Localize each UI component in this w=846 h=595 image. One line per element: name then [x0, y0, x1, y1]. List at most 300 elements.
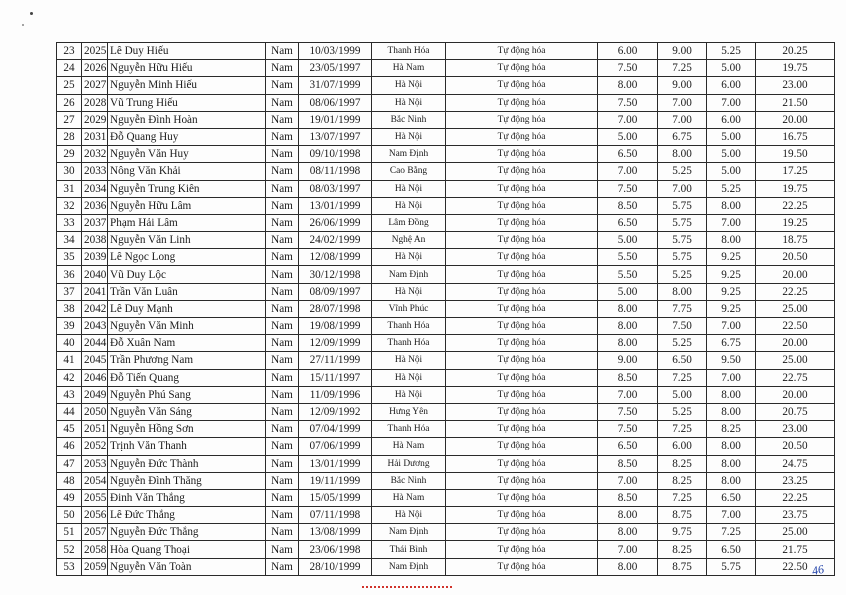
province-cell: Cao Bằng [372, 163, 446, 180]
student-id-cell: 2039 [82, 249, 108, 266]
total-score-cell: 20.50 [756, 438, 835, 455]
gender-cell: Nam [266, 455, 299, 472]
total-score-cell: 21.75 [756, 541, 835, 558]
student-name-cell: Trịnh Văn Thanh [108, 438, 266, 455]
total-score-cell: 18.75 [756, 232, 835, 249]
score-2-cell: 7.25 [658, 489, 707, 506]
score-2-cell: 8.75 [658, 558, 707, 575]
gender-cell: Nam [266, 558, 299, 575]
date-of-birth-cell: 07/06/1999 [299, 438, 372, 455]
score-1-cell: 8.00 [598, 335, 658, 352]
row-number-cell: 41 [57, 352, 82, 369]
scan-speck [22, 24, 24, 26]
table-row [57, 146, 835, 163]
table-row [57, 249, 835, 266]
date-of-birth-cell: 09/10/1998 [299, 146, 372, 163]
row-number-cell: 34 [57, 232, 82, 249]
date-of-birth-cell: 26/06/1999 [299, 214, 372, 231]
table-row [57, 128, 835, 145]
student-id-cell: 2052 [82, 438, 108, 455]
score-2-cell: 5.25 [658, 163, 707, 180]
table-row [57, 214, 835, 231]
score-1-cell: 8.50 [598, 369, 658, 386]
score-2-cell: 9.00 [658, 43, 707, 60]
student-name-cell: Nguyễn Văn Linh [108, 232, 266, 249]
table-row [57, 111, 835, 128]
score-3-cell: 5.00 [707, 146, 756, 163]
score-3-cell: 8.00 [707, 386, 756, 403]
gender-cell: Nam [266, 180, 299, 197]
major-cell: Tự động hóa [446, 163, 598, 180]
student-id-cell: 2028 [82, 94, 108, 111]
score-1-cell: 6.50 [598, 438, 658, 455]
score-3-cell: 8.00 [707, 232, 756, 249]
province-cell: Lâm Đồng [372, 214, 446, 231]
table-row [57, 455, 835, 472]
province-cell: Thanh Hóa [372, 421, 446, 438]
student-id-cell: 2041 [82, 283, 108, 300]
score-3-cell: 6.50 [707, 489, 756, 506]
gender-cell: Nam [266, 43, 299, 60]
table-row [57, 180, 835, 197]
total-score-cell: 22.25 [756, 283, 835, 300]
province-cell: Nam Định [372, 558, 446, 575]
total-score-cell: 22.50 [756, 558, 835, 575]
student-name-cell: Trần Phương Nam [108, 352, 266, 369]
date-of-birth-cell: 12/09/1999 [299, 335, 372, 352]
table-row [57, 43, 835, 60]
student-id-cell: 2043 [82, 318, 108, 335]
table-row [57, 369, 835, 386]
score-3-cell: 7.00 [707, 507, 756, 524]
province-cell: Hải Dương [372, 455, 446, 472]
score-2-cell: 7.25 [658, 421, 707, 438]
score-1-cell: 6.50 [598, 146, 658, 163]
major-cell: Tự động hóa [446, 558, 598, 575]
score-3-cell: 8.00 [707, 455, 756, 472]
row-number-cell: 27 [57, 111, 82, 128]
score-1-cell: 7.50 [598, 403, 658, 420]
score-3-cell: 7.00 [707, 318, 756, 335]
score-3-cell: 8.25 [707, 421, 756, 438]
date-of-birth-cell: 24/02/1999 [299, 232, 372, 249]
total-score-cell: 16.75 [756, 128, 835, 145]
table-row [57, 197, 835, 214]
gender-cell: Nam [266, 300, 299, 317]
gender-cell: Nam [266, 421, 299, 438]
score-3-cell: 7.25 [707, 524, 756, 541]
score-3-cell: 7.00 [707, 369, 756, 386]
total-score-cell: 23.75 [756, 507, 835, 524]
score-1-cell: 7.50 [598, 180, 658, 197]
gender-cell: Nam [266, 163, 299, 180]
province-cell: Vĩnh Phúc [372, 300, 446, 317]
student-name-cell: Nguyễn Trung Kiên [108, 180, 266, 197]
scan-speck [30, 12, 33, 15]
student-id-cell: 2055 [82, 489, 108, 506]
row-number-cell: 36 [57, 266, 82, 283]
date-of-birth-cell: 19/08/1999 [299, 318, 372, 335]
table-body [57, 43, 835, 576]
student-id-cell: 2029 [82, 111, 108, 128]
table-row [57, 472, 835, 489]
gender-cell: Nam [266, 386, 299, 403]
total-score-cell: 23.00 [756, 77, 835, 94]
score-1-cell: 5.00 [598, 232, 658, 249]
score-3-cell: 6.00 [707, 111, 756, 128]
major-cell: Tự động hóa [446, 455, 598, 472]
province-cell: Hà Nam [372, 489, 446, 506]
table-row [57, 438, 835, 455]
student-id-cell: 2038 [82, 232, 108, 249]
major-cell: Tự động hóa [446, 146, 598, 163]
score-2-cell: 5.75 [658, 232, 707, 249]
total-score-cell: 22.25 [756, 489, 835, 506]
row-number-cell: 48 [57, 472, 82, 489]
gender-cell: Nam [266, 352, 299, 369]
major-cell: Tự động hóa [446, 214, 598, 231]
row-number-cell: 49 [57, 489, 82, 506]
score-1-cell: 8.00 [598, 318, 658, 335]
major-cell: Tự động hóa [446, 541, 598, 558]
student-id-cell: 2059 [82, 558, 108, 575]
row-number-cell: 24 [57, 60, 82, 77]
province-cell: Hà Nội [372, 94, 446, 111]
row-number-cell: 23 [57, 43, 82, 60]
date-of-birth-cell: 12/09/1992 [299, 403, 372, 420]
gender-cell: Nam [266, 507, 299, 524]
student-name-cell: Phạm Hải Lâm [108, 214, 266, 231]
student-id-cell: 2049 [82, 386, 108, 403]
student-id-cell: 2037 [82, 214, 108, 231]
student-name-cell: Lê Ngọc Long [108, 249, 266, 266]
gender-cell: Nam [266, 128, 299, 145]
date-of-birth-cell: 23/06/1998 [299, 541, 372, 558]
table-row [57, 558, 835, 575]
student-id-cell: 2050 [82, 403, 108, 420]
major-cell: Tự động hóa [446, 318, 598, 335]
score-3-cell: 7.00 [707, 214, 756, 231]
score-1-cell: 7.50 [598, 94, 658, 111]
province-cell: Nam Định [372, 266, 446, 283]
major-cell: Tự động hóa [446, 180, 598, 197]
student-name-cell: Đinh Văn Thắng [108, 489, 266, 506]
gender-cell: Nam [266, 232, 299, 249]
major-cell: Tự động hóa [446, 335, 598, 352]
row-number-cell: 52 [57, 541, 82, 558]
student-id-cell: 2044 [82, 335, 108, 352]
table-row [57, 507, 835, 524]
table-row [57, 489, 835, 506]
date-of-birth-cell: 28/10/1999 [299, 558, 372, 575]
province-cell: Bắc Ninh [372, 111, 446, 128]
table-row [57, 318, 835, 335]
date-of-birth-cell: 10/03/1999 [299, 43, 372, 60]
row-number-cell: 25 [57, 77, 82, 94]
student-name-cell: Vũ Trung Hiếu [108, 94, 266, 111]
score-1-cell: 7.50 [598, 60, 658, 77]
score-3-cell: 5.25 [707, 43, 756, 60]
province-cell: Hà Nội [372, 77, 446, 94]
score-1-cell: 7.00 [598, 163, 658, 180]
score-3-cell: 9.25 [707, 266, 756, 283]
gender-cell: Nam [266, 403, 299, 420]
score-1-cell: 8.50 [598, 489, 658, 506]
gender-cell: Nam [266, 283, 299, 300]
row-number-cell: 43 [57, 386, 82, 403]
province-cell: Nam Định [372, 146, 446, 163]
province-cell: Thái Bình [372, 541, 446, 558]
score-1-cell: 7.00 [598, 541, 658, 558]
major-cell: Tự động hóa [446, 94, 598, 111]
total-score-cell: 20.00 [756, 266, 835, 283]
major-cell: Tự động hóa [446, 249, 598, 266]
gender-cell: Nam [266, 266, 299, 283]
province-cell: Hà Nội [372, 249, 446, 266]
gender-cell: Nam [266, 249, 299, 266]
table-row [57, 352, 835, 369]
total-score-cell: 20.75 [756, 403, 835, 420]
score-3-cell: 9.25 [707, 283, 756, 300]
student-id-cell: 2056 [82, 507, 108, 524]
table-row [57, 541, 835, 558]
student-name-cell: Đỗ Tiến Quang [108, 369, 266, 386]
total-score-cell: 20.00 [756, 335, 835, 352]
province-cell: Hà Nam [372, 60, 446, 77]
major-cell: Tự động hóa [446, 421, 598, 438]
total-score-cell: 25.00 [756, 524, 835, 541]
date-of-birth-cell: 13/01/1999 [299, 197, 372, 214]
score-3-cell: 5.00 [707, 60, 756, 77]
table-row [57, 300, 835, 317]
student-name-cell: Đỗ Xuân Nam [108, 335, 266, 352]
total-score-cell: 19.75 [756, 60, 835, 77]
table-row [57, 60, 835, 77]
student-name-cell: Nguyễn Hữu Lâm [108, 197, 266, 214]
student-name-cell: Nguyễn Văn Toàn [108, 558, 266, 575]
province-cell: Hưng Yên [372, 403, 446, 420]
student-id-cell: 2051 [82, 421, 108, 438]
student-name-cell: Nguyễn Đức Thành [108, 455, 266, 472]
total-score-cell: 22.75 [756, 369, 835, 386]
date-of-birth-cell: 30/12/1998 [299, 266, 372, 283]
province-cell: Bắc Ninh [372, 472, 446, 489]
table-row [57, 283, 835, 300]
table-row [57, 232, 835, 249]
row-number-cell: 44 [57, 403, 82, 420]
major-cell: Tự động hóa [446, 60, 598, 77]
table-row [57, 421, 835, 438]
score-2-cell: 5.25 [658, 403, 707, 420]
major-cell: Tự động hóa [446, 77, 598, 94]
score-2-cell: 5.00 [658, 386, 707, 403]
date-of-birth-cell: 08/03/1997 [299, 180, 372, 197]
total-score-cell: 25.00 [756, 300, 835, 317]
province-cell: Hà Nội [372, 507, 446, 524]
province-cell: Hà Nội [372, 369, 446, 386]
student-id-cell: 2040 [82, 266, 108, 283]
total-score-cell: 25.00 [756, 352, 835, 369]
major-cell: Tự động hóa [446, 111, 598, 128]
student-name-cell: Trần Văn Luân [108, 283, 266, 300]
student-id-cell: 2032 [82, 146, 108, 163]
score-2-cell: 6.50 [658, 352, 707, 369]
row-number-cell: 29 [57, 146, 82, 163]
gender-cell: Nam [266, 472, 299, 489]
score-2-cell: 7.00 [658, 94, 707, 111]
score-2-cell: 7.50 [658, 318, 707, 335]
row-number-cell: 31 [57, 180, 82, 197]
score-1-cell: 7.50 [598, 421, 658, 438]
major-cell: Tự động hóa [446, 232, 598, 249]
table-row [57, 335, 835, 352]
score-2-cell: 8.75 [658, 507, 707, 524]
gender-cell: Nam [266, 77, 299, 94]
student-name-cell: Nguyễn Hồng Sơn [108, 421, 266, 438]
student-id-cell: 2057 [82, 524, 108, 541]
student-name-cell: Lê Duy Mạnh [108, 300, 266, 317]
row-number-cell: 40 [57, 335, 82, 352]
score-3-cell: 5.75 [707, 558, 756, 575]
table-row [57, 77, 835, 94]
major-cell: Tự động hóa [446, 369, 598, 386]
total-score-cell: 23.00 [756, 421, 835, 438]
score-3-cell: 8.00 [707, 197, 756, 214]
row-number-cell: 30 [57, 163, 82, 180]
province-cell: Thanh Hóa [372, 43, 446, 60]
major-cell: Tự động hóa [446, 507, 598, 524]
score-1-cell: 7.00 [598, 111, 658, 128]
student-name-cell: Nông Văn Khải [108, 163, 266, 180]
score-3-cell: 9.50 [707, 352, 756, 369]
total-score-cell: 19.50 [756, 146, 835, 163]
score-3-cell: 9.25 [707, 300, 756, 317]
row-number-cell: 32 [57, 197, 82, 214]
province-cell: Nam Định [372, 524, 446, 541]
date-of-birth-cell: 27/11/1999 [299, 352, 372, 369]
student-name-cell: Nguyễn Văn Sáng [108, 403, 266, 420]
student-name-cell: Nguyễn Hữu Hiếu [108, 60, 266, 77]
row-number-cell: 38 [57, 300, 82, 317]
total-score-cell: 19.25 [756, 214, 835, 231]
row-number-cell: 35 [57, 249, 82, 266]
gender-cell: Nam [266, 524, 299, 541]
gender-cell: Nam [266, 335, 299, 352]
student-id-cell: 2033 [82, 163, 108, 180]
student-name-cell: Nguyễn Minh Hiếu [108, 77, 266, 94]
date-of-birth-cell: 19/01/1999 [299, 111, 372, 128]
table-row [57, 403, 835, 420]
student-id-cell: 2058 [82, 541, 108, 558]
score-3-cell: 8.00 [707, 403, 756, 420]
row-number-cell: 33 [57, 214, 82, 231]
gender-cell: Nam [266, 94, 299, 111]
score-2-cell: 6.75 [658, 128, 707, 145]
gender-cell: Nam [266, 369, 299, 386]
score-2-cell: 8.25 [658, 455, 707, 472]
major-cell: Tự động hóa [446, 128, 598, 145]
score-2-cell: 7.25 [658, 60, 707, 77]
province-cell: Hà Nội [372, 352, 446, 369]
province-cell: Hà Nội [372, 180, 446, 197]
score-2-cell: 9.75 [658, 524, 707, 541]
score-2-cell: 8.00 [658, 283, 707, 300]
date-of-birth-cell: 11/09/1996 [299, 386, 372, 403]
date-of-birth-cell: 13/07/1997 [299, 128, 372, 145]
major-cell: Tự động hóa [446, 386, 598, 403]
student-id-cell: 2053 [82, 455, 108, 472]
row-number-cell: 37 [57, 283, 82, 300]
student-name-cell: Đỗ Quang Huy [108, 128, 266, 145]
major-cell: Tự động hóa [446, 438, 598, 455]
score-2-cell: 7.25 [658, 369, 707, 386]
date-of-birth-cell: 23/05/1997 [299, 60, 372, 77]
table-row [57, 163, 835, 180]
province-cell: Hà Nội [372, 283, 446, 300]
score-2-cell: 5.75 [658, 249, 707, 266]
major-cell: Tự động hóa [446, 403, 598, 420]
gender-cell: Nam [266, 318, 299, 335]
student-name-cell: Nguyễn Đức Thắng [108, 524, 266, 541]
date-of-birth-cell: 08/06/1997 [299, 94, 372, 111]
province-cell: Nghệ An [372, 232, 446, 249]
gender-cell: Nam [266, 541, 299, 558]
student-id-cell: 2034 [82, 180, 108, 197]
major-cell: Tự động hóa [446, 300, 598, 317]
date-of-birth-cell: 07/04/1999 [299, 421, 372, 438]
total-score-cell: 22.25 [756, 197, 835, 214]
total-score-cell: 19.75 [756, 180, 835, 197]
total-score-cell: 17.25 [756, 163, 835, 180]
total-score-cell: 20.00 [756, 386, 835, 403]
total-score-cell: 20.25 [756, 43, 835, 60]
date-of-birth-cell: 28/07/1998 [299, 300, 372, 317]
score-2-cell: 6.00 [658, 438, 707, 455]
student-name-cell: Nguyễn Đình Hoàn [108, 111, 266, 128]
student-name-cell: Nguyễn Đình Thăng [108, 472, 266, 489]
score-1-cell: 7.00 [598, 472, 658, 489]
score-3-cell: 9.25 [707, 249, 756, 266]
row-number-cell: 39 [57, 318, 82, 335]
date-of-birth-cell: 13/01/1999 [299, 455, 372, 472]
major-cell: Tự động hóa [446, 472, 598, 489]
table-row [57, 524, 835, 541]
score-2-cell: 7.00 [658, 111, 707, 128]
score-1-cell: 6.00 [598, 43, 658, 60]
score-2-cell: 8.25 [658, 472, 707, 489]
table-row [57, 386, 835, 403]
major-cell: Tự động hóa [446, 352, 598, 369]
row-number-cell: 50 [57, 507, 82, 524]
table-row [57, 94, 835, 111]
red-stamp-edge [362, 586, 452, 594]
score-2-cell: 5.75 [658, 214, 707, 231]
student-id-cell: 2026 [82, 60, 108, 77]
score-2-cell: 9.00 [658, 77, 707, 94]
student-score-table [56, 42, 835, 576]
total-score-cell: 22.50 [756, 318, 835, 335]
date-of-birth-cell: 15/05/1999 [299, 489, 372, 506]
province-cell: Hà Nội [372, 197, 446, 214]
gender-cell: Nam [266, 489, 299, 506]
score-1-cell: 9.00 [598, 352, 658, 369]
total-score-cell: 21.50 [756, 94, 835, 111]
province-cell: Thanh Hóa [372, 335, 446, 352]
score-1-cell: 8.50 [598, 455, 658, 472]
date-of-birth-cell: 19/11/1999 [299, 472, 372, 489]
score-2-cell: 5.25 [658, 266, 707, 283]
table-row [57, 266, 835, 283]
